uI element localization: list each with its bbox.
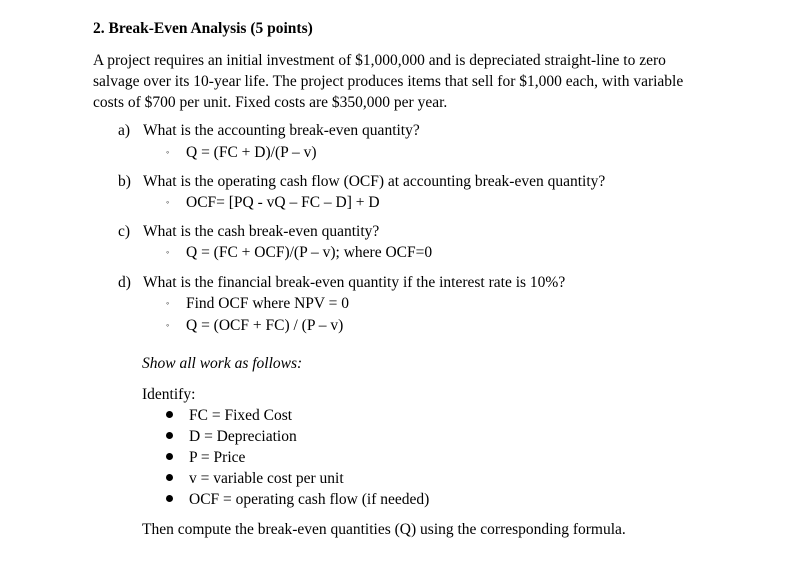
hollow-bullet-icon: ◦ bbox=[166, 197, 170, 207]
hint-text: Find OCF where NPV = 0 bbox=[186, 295, 350, 312]
question-label: c) bbox=[118, 223, 131, 240]
identify-item-text: D = Depreciation bbox=[189, 428, 297, 445]
identify-item-text: OCF = operating cash flow (if needed) bbox=[189, 491, 430, 508]
question-b bbox=[118, 173, 605, 191]
show-work-instruction: Show all work as follows: bbox=[142, 355, 303, 372]
closing-instruction: Then compute the break-even quantities (Q) using the corresponding formula. bbox=[142, 521, 626, 538]
bullet-icon bbox=[166, 453, 173, 460]
hollow-bullet-icon: ◦ bbox=[166, 298, 170, 308]
identify-item-text: v = variable cost per unit bbox=[189, 470, 344, 487]
hint-text: Q = (OCF + FC) / (P – v) bbox=[186, 317, 344, 334]
question-text: What is the accounting break-even quantity? bbox=[143, 122, 420, 139]
hint-text: Q = (FC + OCF)/(P – v); where OCF=0 bbox=[186, 244, 433, 261]
question-d bbox=[118, 274, 565, 292]
section-heading: 2. Break-Even Analysis (5 points) bbox=[93, 20, 313, 37]
bullet-icon bbox=[166, 495, 173, 502]
bullet-icon bbox=[166, 432, 173, 439]
problem-line-1: A project requires an initial investment of $1,000,000 and is depreciated straight-line to zero bbox=[93, 52, 666, 69]
hint-c-1 bbox=[166, 244, 432, 262]
hint-text: OCF= [PQ - vQ – FC – D] + D bbox=[186, 194, 380, 211]
identify-item bbox=[166, 449, 245, 467]
bullet-icon bbox=[166, 474, 173, 481]
question-text: What is the cash break-even quantity? bbox=[143, 223, 380, 240]
identify-item bbox=[166, 407, 292, 425]
hollow-bullet-icon: ◦ bbox=[166, 247, 170, 257]
hint-b-1 bbox=[166, 194, 380, 212]
hint-d-1 bbox=[166, 295, 349, 313]
identify-item-text: P = Price bbox=[189, 449, 246, 466]
hollow-bullet-icon: ◦ bbox=[166, 147, 170, 157]
question-label: a) bbox=[118, 122, 131, 139]
problem-statement bbox=[93, 50, 733, 113]
question-c bbox=[118, 223, 379, 241]
problem-line-3: costs of $700 per unit. Fixed costs are $350,000 per year. bbox=[93, 94, 448, 111]
identify-label: Identify: bbox=[142, 386, 196, 403]
hollow-bullet-icon: ◦ bbox=[166, 320, 170, 330]
identify-item-text: FC = Fixed Cost bbox=[189, 407, 293, 424]
question-text: What is the financial break-even quantity if the interest rate is 10%? bbox=[143, 274, 566, 291]
question-label: b) bbox=[118, 173, 131, 190]
identify-item bbox=[166, 491, 429, 509]
question-label: d) bbox=[118, 274, 131, 291]
problem-line-2: salvage over its 10-year life. The project produces items that sell for $1,000 each, with variable bbox=[93, 73, 684, 90]
hint-text: Q = (FC + D)/(P – v) bbox=[186, 144, 317, 161]
hint-a-1 bbox=[166, 144, 317, 162]
identify-item bbox=[166, 428, 297, 446]
question-text: What is the operating cash flow (OCF) at accounting break-even quantity? bbox=[143, 173, 606, 190]
question-a bbox=[118, 122, 420, 140]
hint-d-2 bbox=[166, 317, 343, 335]
identify-item bbox=[166, 470, 344, 488]
bullet-icon bbox=[166, 411, 173, 418]
